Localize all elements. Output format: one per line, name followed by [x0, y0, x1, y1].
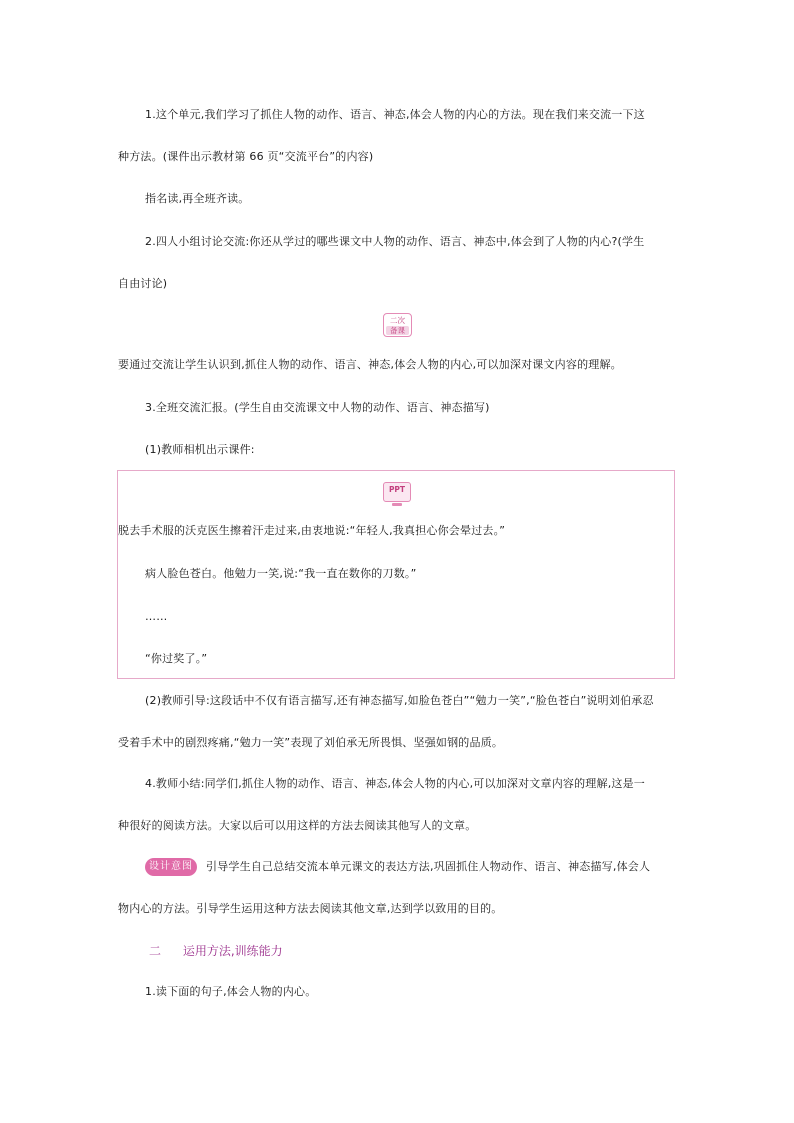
paragraph-7-line-1: (2)教师引导:这段话中不仅有语言描写,还有神态描写,如脸色苍白”“勉力一笑”,“脸色苍白”说明刘伯承忍 — [145, 694, 654, 707]
section-title: 运用方法,训练能力 — [182, 944, 283, 958]
ppt-line-3: …… — [145, 610, 168, 623]
paragraph-1-line-2: 种方法。(课件出示教材第 66 页“交流平台”的内容) — [118, 150, 374, 163]
paragraph-9-line-2: 物内心的方法。引导学生运用这种方法去阅读其他文章,达到学以致用的目的。 — [118, 902, 503, 915]
ppt-line-1: 脱去手术服的沃克医生擦着汗走过来,由衷地说:“年轻人,我真担心你会晕过去。” — [118, 524, 506, 537]
ppt-line-4: “你过奖了。” — [145, 652, 208, 665]
second-lesson-prep-top: 二次 — [390, 316, 405, 325]
paragraph-1-line-1: 1.这个单元,我们学习了抓住人物的动作、语言、神态,体会人物的内心的方法。现在我们来交流一下这 — [145, 108, 645, 121]
ppt-icon-label: PPT — [388, 485, 406, 494]
paragraph-3-line-1: 2.四人小组讨论交流:你还从学过的哪些课文中人物的动作、语言、神态中,体会到了人物的内心?(学生 — [145, 235, 645, 248]
paragraph-9-line-1: 引导学生自己总结交流本单元课文的表达方法,巩固抓住人物动作、语言、神态描写,体会人 — [206, 860, 651, 873]
paragraph-3-line-2: 自由讨论) — [118, 277, 168, 290]
section-heading — [149, 944, 283, 958]
ppt-line-2: 病人脸色苍白。他勉力一笑,说:“我一直在数你的刀数。” — [145, 567, 417, 580]
second-lesson-prep-bottom: 备课 — [386, 326, 409, 335]
section-number: 二 — [149, 944, 162, 958]
ppt-icon-stand — [392, 503, 402, 506]
second-lesson-prep-icon — [383, 313, 412, 337]
paragraph-5: 3.全班交流汇报。(学生自由交流课文中人物的动作、语言、神态描写) — [145, 401, 490, 414]
paragraph-10: 1.读下面的句子,体会人物的内心。 — [145, 985, 317, 998]
paragraph-7-line-2: 受着手术中的剧烈疼痛,“勉力一笑”表现了刘伯承无所畏惧、坚强如钢的品质。 — [118, 736, 504, 749]
paragraph-6: (1)教师相机出示课件: — [145, 443, 255, 456]
paragraph-8-line-2: 种很好的阅读方法。大家以后可以用这样的方法去阅读其他写人的文章。 — [118, 819, 477, 832]
paragraph-8-line-1: 4.教师小结:同学们,抓住人物的动作、语言、神态,体会人物的内心,可以加深对文章内容的理解,这是一 — [145, 777, 645, 790]
paragraph-2: 指名读,再全班齐读。 — [145, 192, 250, 205]
ppt-icon — [383, 482, 411, 502]
design-intent-badge: 设计意图 — [145, 858, 197, 876]
paragraph-4: 要通过交流让学生认识到,抓住人物的动作、语言、神态,体会人物的内心,可以加深对课文内容的理解。 — [118, 358, 622, 371]
